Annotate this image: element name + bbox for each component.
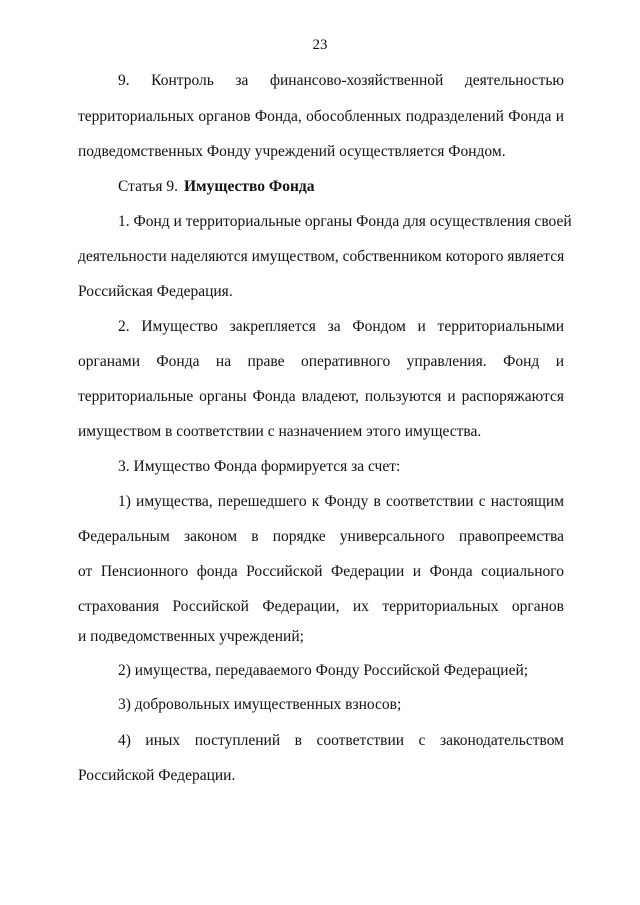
point-1-line-3: Российская Федерация. <box>78 283 233 300</box>
point-1-line-2: деятельности наделяются имуществом, собственником которого является <box>78 248 565 265</box>
point-2-line-2: органами Фонда на праве оперативного управления. Фонд и <box>78 353 564 370</box>
subitem-1-line-1: 1) имущества, перешедшего к Фонду в соответствии с настоящим <box>118 493 564 510</box>
subitem-4-line-1: 4) иных поступлений в соответствии с законодательством <box>118 732 564 749</box>
article-heading <box>118 178 564 196</box>
paragraph-9-line-2: территориальных органов Фонда, обособленных подразделений Фонда и <box>78 108 564 125</box>
subitem-1-line-5: и подведомственных учреждений; <box>78 628 304 645</box>
subitem-1-line-4: страхования Российской Федерации, их территориальных органов <box>78 598 564 615</box>
paragraph-9-line-3: подведомственных Фонду учреждений осуществляется Фондом. <box>78 143 506 160</box>
article-title: Имущество Фонда <box>184 178 315 195</box>
point-1-line-1: 1. Фонд и территориальные органы Фонда для осуществления своей <box>118 213 572 230</box>
point-3-line-1: 3. Имущество Фонда формируется за счет: <box>118 458 401 475</box>
page-number: 23 <box>312 37 328 53</box>
point-2-line-1: 2. Имущество закрепляется за Фондом и территориальными <box>118 318 564 335</box>
subitem-1-line-2: Федеральным законом в порядке универсального правопреемства <box>78 528 564 545</box>
article-number: Статья 9. <box>118 178 179 195</box>
point-2-line-3: территориальные органы Фонда владеют, пользуются и распоряжаются <box>78 388 564 405</box>
point-2-line-4: имуществом в соответствии с назначением этого имущества. <box>78 423 482 440</box>
subitem-3-line-1: 3) добровольных имущественных взносов; <box>118 696 402 713</box>
subitem-4-line-2: Российской Федерации. <box>78 767 236 784</box>
paragraph-9-line-1: 9. Контроль за финансово-хозяйственной деятельностью <box>118 72 564 89</box>
subitem-1-line-3: от Пенсионного фонда Российской Федерации и Фонда социального <box>78 563 564 580</box>
subitem-2-line-1: 2) имущества, передаваемого Фонду Российской Федерацией; <box>118 662 529 679</box>
